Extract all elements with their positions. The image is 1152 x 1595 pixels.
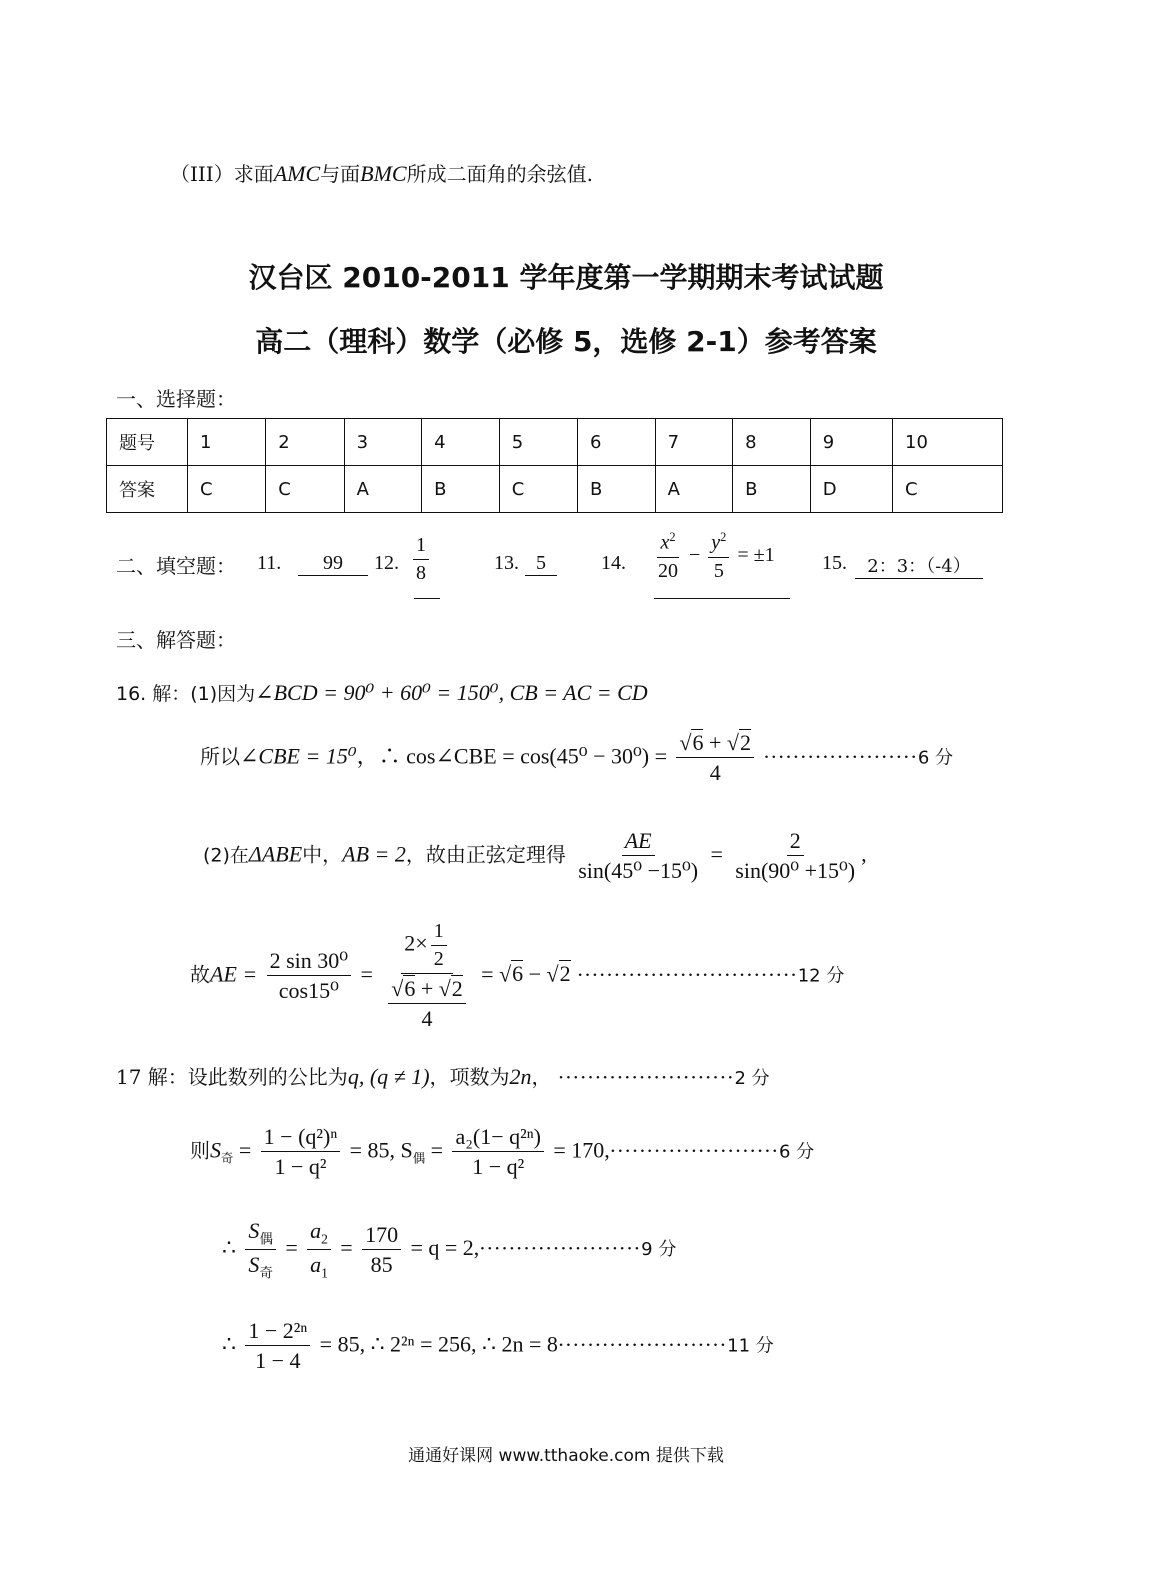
table-cell: 8	[733, 419, 811, 466]
fill-q12: 12.	[374, 552, 399, 574]
table-cell: 6	[577, 419, 655, 466]
fill-a13: 5	[525, 552, 557, 576]
table-cell: C	[499, 466, 577, 513]
table-cell: 10	[893, 419, 1003, 466]
fill-a15: 2：3：（-4）	[855, 552, 983, 579]
section-fill-heading: 二、填空题：	[116, 554, 236, 578]
table-cell: 5	[499, 419, 577, 466]
table-cell: C	[266, 466, 344, 513]
fill-a12: $\frac{1}{8}$	[410, 534, 432, 585]
q17-line2: 则$S_奇$ = $\frac{\text{1 − (q²)ⁿ}}{\text{1 − q²}}$ = 85, $S_偶$ = $\frac{\text{a₂(1− q²ⁿ)}}{\text{1 − q²}}$ = 170,·······················6 分	[190, 1124, 815, 1180]
table-cell: A	[655, 466, 733, 513]
table-cell: C	[188, 466, 266, 513]
q17-line3: ∴ $\frac{S_偶}{S_奇}$ = $\frac{a_2}{a_1}$ = $\frac{170}{85}$ = q = 2,······················9 分	[222, 1218, 677, 1281]
table-cell: A	[344, 466, 422, 513]
page-title: 汉台区 2010-2011 学年度第一学期期末考试试题	[248, 261, 884, 294]
section-choice-heading: 一、选择题：	[116, 387, 236, 411]
fill-q15: 15.	[822, 552, 847, 574]
row-header-number: 题号	[107, 419, 188, 466]
footer: 通通好课网 www.tthaoke.com 提供下载	[408, 1446, 724, 1466]
table-cell: B	[733, 466, 811, 513]
q16-line2: 所以∠CBE = 15⁰，∴ cos∠CBE = cos(45⁰ − 30⁰) = $\frac{√6 + √2}{4}$ ·····················6 分	[200, 730, 954, 786]
q16-line4: 故AE = $\frac{\text{2 sin 30⁰}}{\text{cos15⁰}}$ = 2× $\frac{1}{2}$ $\frac{√6 + √2}{4}$ = √6 − √2 ······························12 分	[190, 920, 845, 1032]
section-solution-heading: 三、解答题：	[116, 628, 236, 652]
q16-line1: 16. 解：(1)因为∠BCD = 90⁰ + 60⁰ = 150⁰, CB = AC = CD	[116, 680, 648, 705]
table-cell: 7	[655, 419, 733, 466]
table-cell: 4	[422, 419, 500, 466]
table-cell: 3	[344, 419, 422, 466]
table-cell: B	[577, 466, 655, 513]
prev-question: （III）求面AMC与面BMC所成二面角的余弦值.	[170, 161, 593, 186]
page-subtitle: 高二（理科）数学（必修 5，选修 2-1）参考答案	[255, 325, 877, 358]
table-row	[107, 419, 1003, 466]
table-cell: 9	[810, 419, 892, 466]
fill-a11: 99	[298, 552, 368, 576]
fill-a12-underline	[414, 598, 440, 599]
q17-line1: 17 解：设此数列的公比为q, (q ≠ 1)，项数为2n， ························2 分	[116, 1064, 770, 1089]
q17-line4: ∴ $\frac{\text{1 − 2²ⁿ}}{1 - 4}$ = 85, ∴ 2²ⁿ = 256, ∴ 2n = 8·······················11 分	[222, 1318, 774, 1374]
table-cell: 1	[188, 419, 266, 466]
fill-q14: 14.	[601, 552, 626, 574]
fill-q13: 13.	[494, 552, 519, 574]
table-cell: B	[422, 466, 500, 513]
table-cell: 2	[266, 419, 344, 466]
fill-a14: $\frac{x^2}{20}$ − $\frac{y^2}{5}$ = ±1	[658, 530, 775, 582]
table-row	[107, 466, 1003, 513]
fill-q11: 11.	[257, 552, 282, 574]
q16-line3: (2)在ΔABE中，AB = 2，故由正弦定理得 $\frac{AE}{\text{sin(45⁰ −15⁰)}}$ = $\frac{2}{\text{sin(90⁰ +15⁰)}}$ ,	[203, 828, 867, 884]
answer-table	[106, 418, 1003, 513]
table-cell: C	[893, 466, 1003, 513]
table-cell: D	[810, 466, 892, 513]
row-header-answer: 答案	[107, 466, 188, 513]
fill-a14-underline	[654, 598, 790, 599]
